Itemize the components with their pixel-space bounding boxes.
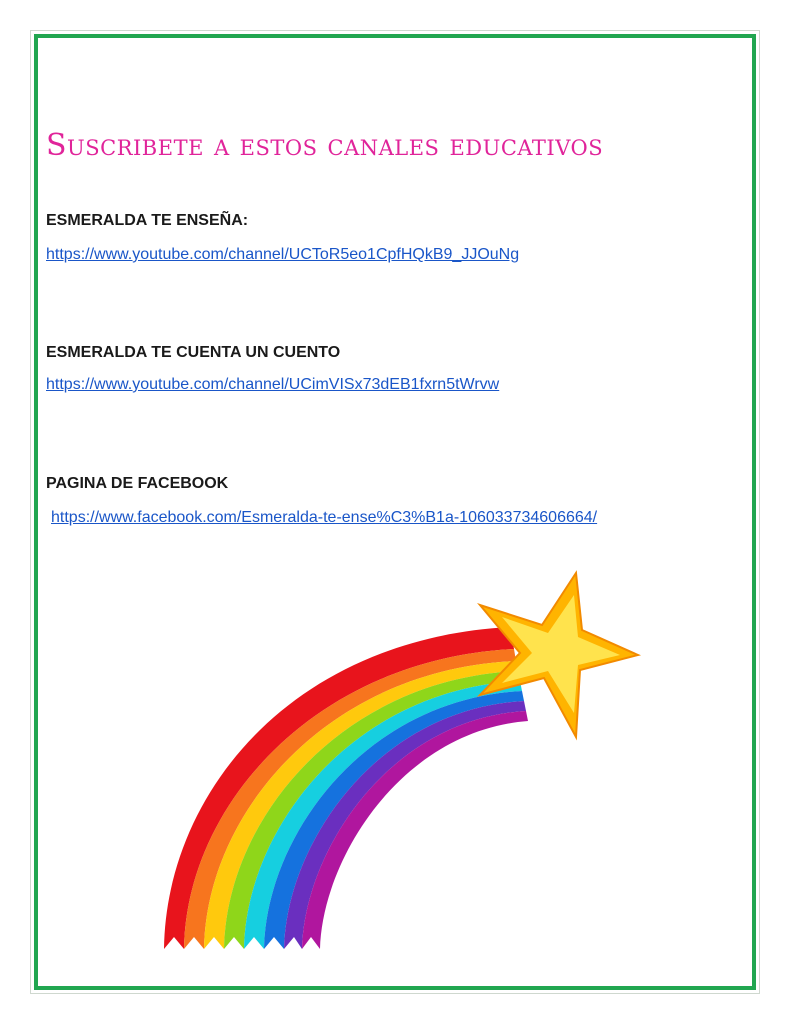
section-heading-esmeralda-te-cuenta: ESMERALDA TE CUENTA UN CUENTO (46, 344, 341, 361)
rainbow-star-illustration (150, 565, 650, 955)
youtube-link-esmeralda-te-cuenta[interactable]: https://www.youtube.com/channel/UCimVISx73dEB1fxrn5tWrvw (46, 376, 500, 393)
facebook-page-link[interactable]: https://www.facebook.com/Esmeralda-te-ense%C3%B1a-106033734606664/ (51, 509, 598, 526)
youtube-link-esmeralda-te-ensena[interactable]: https://www.youtube.com/channel/UCToR5eo1CpfHQkB9_JJOuNg (46, 246, 520, 263)
section-heading-esmeralda-te-ensena: ESMERALDA TE ENSEÑA: (46, 212, 249, 229)
page-title: Suscribete a estos canales educativos (46, 128, 604, 163)
section-heading-facebook: PAGINA DE FACEBOOK (46, 475, 229, 492)
rainbow-icon (164, 627, 528, 955)
